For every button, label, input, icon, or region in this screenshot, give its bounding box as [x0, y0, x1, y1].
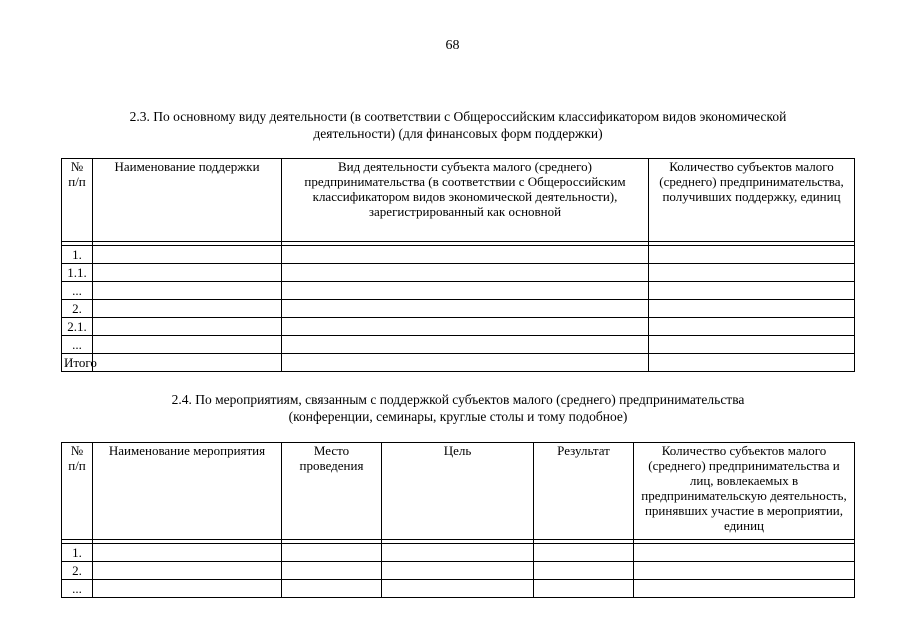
- header-number: № п/п: [62, 159, 93, 242]
- row-number: 1.: [62, 246, 93, 264]
- header-support-name: Наименование поддержки: [93, 159, 282, 242]
- activity-type-table: [61, 158, 855, 372]
- section-2-3-heading-line1: 2.3. По основному виду деятельности (в соответствии с Общероссийским классификатором видов экономической: [129, 109, 787, 124]
- page-number: 68: [445, 38, 460, 53]
- header-participants-count: Количество субъектов малого (среднего) предпринимательства и лиц, вовлекаемых в предпринимательскую деятельность, принявших участие в мероприятии, единиц: [634, 443, 855, 540]
- row-number: 2.1.: [62, 318, 93, 336]
- header-venue: Место проведения: [282, 443, 382, 540]
- total-label: Итого: [62, 354, 93, 372]
- section-2-4-heading-line1: 2.4. По мероприятиям, связанным с поддержкой субъектов малого (среднего) предпринимательства: [171, 392, 745, 407]
- table-row: [62, 562, 855, 580]
- header-number: № п/п: [62, 443, 93, 540]
- section-2-3-heading-line2: деятельности) (для финансовых форм поддержки): [313, 126, 603, 141]
- row-number: ...: [62, 336, 93, 354]
- table-row: [62, 246, 855, 264]
- header-goal: Цель: [382, 443, 534, 540]
- row-number: 1.: [62, 544, 93, 562]
- header-result: Результат: [534, 443, 634, 540]
- table-row: [62, 580, 855, 598]
- table-header-row: [62, 159, 855, 242]
- section-2-3-heading: [62, 108, 854, 142]
- table-total-row: [62, 354, 855, 372]
- table-row: [62, 318, 855, 336]
- header-subject-count: Количество субъектов малого (среднего) предпринимательства, получивших поддержку, единиц: [649, 159, 855, 242]
- table-row: [62, 264, 855, 282]
- row-number: 2.: [62, 562, 93, 580]
- header-activity-type: Вид деятельности субъекта малого (среднего) предпринимательства (в соответствии с Общероссийским классификатором видов экономической деятельности), зарегистрированный как основной: [282, 159, 649, 242]
- table-header-row: [62, 443, 855, 540]
- row-number: 2.: [62, 300, 93, 318]
- table-row: [62, 544, 855, 562]
- row-number: ...: [62, 580, 93, 598]
- table-row: [62, 336, 855, 354]
- section-2-4-heading-line2: (конференции, семинары, круглые столы и тому подобное): [288, 409, 628, 424]
- table-row: [62, 300, 855, 318]
- table-row: [62, 282, 855, 300]
- section-2-4-heading: [62, 391, 854, 425]
- row-number: ...: [62, 282, 93, 300]
- events-table: [61, 442, 855, 598]
- row-number: 1.1.: [62, 264, 93, 282]
- header-event-name: Наименование мероприятия: [93, 443, 282, 540]
